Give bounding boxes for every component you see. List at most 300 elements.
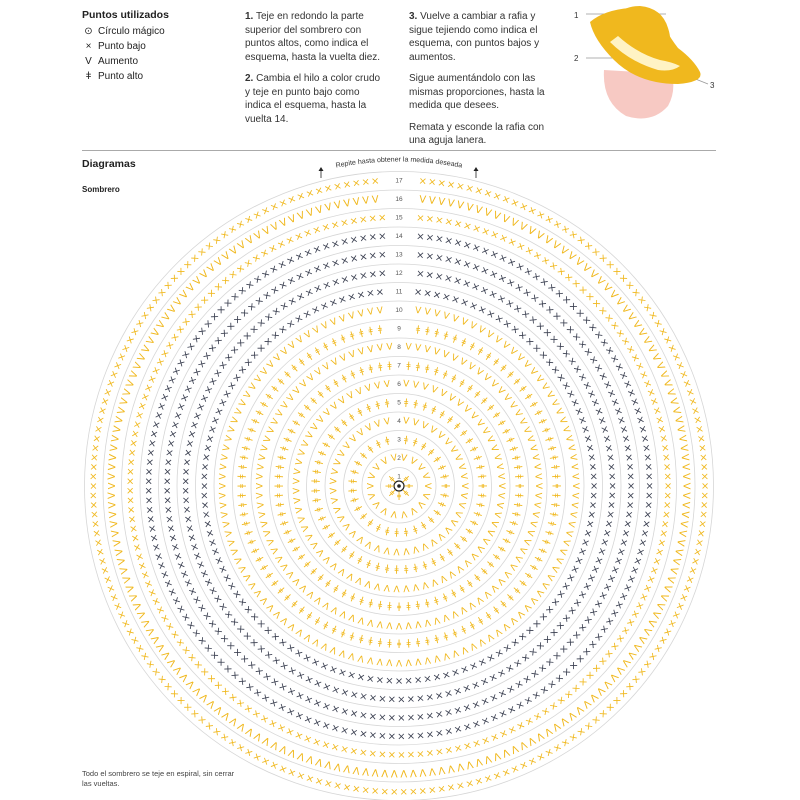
double-crochet-stitch: ǂ <box>321 522 332 532</box>
single-crochet-stitch: × <box>339 704 351 718</box>
single-crochet-icon: × <box>85 41 92 52</box>
increase-stitch: V <box>455 462 467 472</box>
single-crochet-stitch: × <box>195 357 210 371</box>
single-crochet-stitch: × <box>652 546 666 558</box>
increase-stitch: V <box>309 538 322 550</box>
increase-stitch: V <box>376 655 384 667</box>
increase-stitch: V <box>274 408 287 420</box>
single-crochet-stitch: × <box>585 637 600 651</box>
single-crochet-stitch: × <box>558 223 572 237</box>
single-crochet-stitch: × <box>655 325 670 339</box>
single-crochet-stitch: × <box>349 271 360 285</box>
increase-stitch: V <box>364 422 375 435</box>
increase-stitch: V <box>296 210 307 223</box>
increase-stitch: V <box>279 614 291 626</box>
increase-stitch: V <box>257 453 269 462</box>
increase-stitch: V <box>393 545 400 556</box>
single-crochet-stitch: × <box>266 716 280 730</box>
single-crochet-stitch: × <box>370 175 380 188</box>
double-crochet-stitch: ǂ <box>274 464 286 471</box>
increase-stitch: V <box>144 625 158 637</box>
single-crochet-stitch: × <box>676 591 690 604</box>
increase-stitch: V <box>373 380 382 393</box>
increase-stitch: V <box>525 225 537 239</box>
single-crochet-stitch: × <box>365 672 376 685</box>
round-label: 16 <box>395 195 403 203</box>
increase-stitch: V <box>285 568 298 580</box>
increase-stitch: V <box>329 643 339 656</box>
double-crochet-stitch: ǂ <box>365 403 373 414</box>
single-crochet-stitch: × <box>431 670 443 683</box>
magic-circle-dot <box>397 484 401 488</box>
increase-stitch: V <box>107 501 119 509</box>
double-crochet-stitch: ǂ <box>339 333 347 345</box>
single-crochet-stitch: × <box>505 722 519 737</box>
single-crochet-stitch: × <box>295 768 307 782</box>
single-crochet-stitch: × <box>150 419 164 431</box>
increase-stitch: V <box>465 598 477 611</box>
single-crochet-stitch: × <box>231 313 245 327</box>
double-crochet-stitch: ǂ <box>403 435 409 446</box>
increase-stitch: V <box>432 308 441 320</box>
single-crochet-stitch: × <box>198 293 213 308</box>
single-crochet-stitch: × <box>508 761 521 776</box>
single-crochet-stitch: × <box>461 258 473 272</box>
single-crochet-stitch: × <box>224 319 239 334</box>
increase-stitch: V <box>494 385 507 397</box>
increase-stitch: V <box>347 311 357 323</box>
single-crochet-stitch: × <box>442 272 454 286</box>
single-crochet-stitch: × <box>536 609 550 624</box>
increase-stitch: V <box>149 633 163 645</box>
single-crochet-stitch: × <box>339 235 351 249</box>
single-crochet-stitch: × <box>621 443 634 454</box>
single-crochet-stitch: × <box>126 514 139 525</box>
single-crochet-stitch: × <box>351 177 362 190</box>
single-crochet-stitch: × <box>630 405 644 417</box>
increase-stitch: V <box>473 542 486 554</box>
single-crochet-stitch: × <box>639 443 652 454</box>
single-crochet-stitch: × <box>542 745 556 759</box>
double-crochet-stitch: ǂ <box>259 562 270 572</box>
single-crochet-stitch: × <box>558 379 573 393</box>
single-crochet-stitch: × <box>500 317 514 332</box>
single-crochet-stitch: × <box>226 690 241 704</box>
single-crochet-stitch: × <box>303 672 316 686</box>
single-crochet-stitch: × <box>530 249 544 263</box>
increase-stitch: V <box>383 416 392 428</box>
single-crochet-stitch: × <box>285 274 298 288</box>
increase-stitch: V <box>366 482 377 490</box>
single-crochet-stitch: × <box>337 293 349 307</box>
increase-stitch: V <box>450 313 460 326</box>
increase-stitch: V <box>572 256 585 270</box>
increase-stitch: V <box>265 359 278 371</box>
increase-stitch: V <box>542 724 554 738</box>
increase-stitch: V <box>473 755 484 768</box>
single-crochet-stitch: × <box>144 657 158 671</box>
single-crochet-stitch: × <box>220 388 235 401</box>
single-crochet-stitch: × <box>320 221 332 235</box>
increase-stitch: V <box>405 619 412 630</box>
double-crochet-stitch: ǂ <box>465 578 475 589</box>
increase-stitch: V <box>198 268 212 282</box>
increase-stitch: V <box>322 553 334 565</box>
single-crochet-stitch: × <box>252 294 267 309</box>
single-crochet-stitch: × <box>385 674 394 686</box>
increase-stitch: V <box>473 366 485 379</box>
single-crochet-stitch: × <box>415 710 426 723</box>
single-crochet-stitch: × <box>321 679 333 693</box>
double-crochet-stitch: ǂ <box>536 546 548 555</box>
single-crochet-stitch: × <box>537 275 551 290</box>
single-crochet-stitch: × <box>323 182 334 196</box>
increase-stitch: V <box>451 453 464 464</box>
single-crochet-stitch: × <box>620 581 634 594</box>
double-crochet-stitch: ǂ <box>485 559 496 569</box>
single-crochet-stitch: × <box>254 641 269 656</box>
increase-stitch: V <box>419 490 431 501</box>
single-crochet-stitch: × <box>464 182 475 196</box>
single-crochet-stitch: × <box>619 527 632 539</box>
single-crochet-stitch: × <box>248 348 262 363</box>
single-crochet-stitch: × <box>162 382 176 395</box>
single-crochet-stitch: × <box>234 262 248 277</box>
increase-stitch: V <box>483 435 496 446</box>
single-crochet-stitch: × <box>470 222 483 236</box>
single-crochet-stitch: × <box>628 672 643 686</box>
single-crochet-stitch: × <box>129 428 143 440</box>
double-crochet-stitch: ǂ <box>349 496 361 504</box>
single-crochet-stitch: × <box>434 745 445 758</box>
increase-stitch: V <box>414 618 422 629</box>
single-crochet-stitch: × <box>575 620 590 634</box>
double-crochet-stitch: ǂ <box>377 636 383 648</box>
single-crochet-stitch: × <box>588 563 602 576</box>
single-crochet-stitch: × <box>339 742 350 755</box>
single-crochet-stitch: × <box>554 265 568 280</box>
single-crochet-stitch: × <box>320 718 332 732</box>
increase-stitch: V <box>532 473 543 480</box>
single-crochet-stitch: × <box>461 719 473 733</box>
double-crochet-stitch: ǂ <box>421 559 429 571</box>
double-crochet-stitch: ǂ <box>332 424 343 435</box>
single-crochet-stitch: × <box>329 740 341 753</box>
single-crochet-stitch: × <box>99 564 113 576</box>
increase-stitch: V <box>479 426 491 437</box>
single-crochet-stitch: × <box>525 753 539 768</box>
single-crochet-stitch: × <box>251 685 265 700</box>
single-crochet-stitch: × <box>225 579 240 593</box>
single-crochet-stitch: × <box>564 355 579 369</box>
single-crochet-stitch: × <box>415 212 426 225</box>
double-crochet-stitch: ǂ <box>431 507 443 517</box>
single-crochet-stitch: × <box>242 213 256 227</box>
single-crochet-stitch: × <box>262 647 276 662</box>
single-crochet-stitch: × <box>269 629 283 644</box>
increase-stitch: V <box>549 239 562 253</box>
double-crochet-stitch: ǂ <box>297 357 307 368</box>
single-crochet-stitch: × <box>181 457 194 468</box>
single-crochet-stitch: × <box>461 239 473 253</box>
double-crochet-stitch: ǂ <box>513 474 525 480</box>
increase-stitch: V <box>467 410 480 423</box>
single-crochet-stitch: × <box>601 646 616 661</box>
increase-stitch: V <box>128 369 141 381</box>
single-crochet-stitch: × <box>348 725 360 738</box>
double-crochet-stitch: ǂ <box>264 392 275 402</box>
increase-stitch: V <box>500 745 511 759</box>
double-crochet-stitch: ǂ <box>387 487 398 498</box>
increase-stitch: V <box>383 544 392 556</box>
increase-stitch: V <box>423 654 432 665</box>
single-crochet-stitch: × <box>152 550 166 562</box>
increase-stitch: V <box>221 519 233 528</box>
single-crochet-stitch: × <box>622 509 635 520</box>
single-crochet-stitch: × <box>445 179 457 192</box>
single-crochet-stitch: × <box>620 378 634 391</box>
single-crochet-stitch: × <box>482 187 494 201</box>
double-crochet-stitch: ǂ <box>273 492 285 498</box>
single-crochet-stitch: × <box>339 723 351 737</box>
single-crochet-stitch: × <box>260 288 274 303</box>
single-crochet-stitch: × <box>658 519 671 529</box>
single-crochet-stitch: × <box>224 638 239 653</box>
single-crochet-stitch: × <box>660 500 673 510</box>
single-crochet-stitch: × <box>697 509 709 520</box>
single-crochet-stitch: × <box>606 481 618 491</box>
single-crochet-stitch: × <box>302 731 314 745</box>
double-crochet-stitch: ǂ <box>246 426 258 434</box>
double-crochet-stitch: ǂ <box>425 447 436 458</box>
single-crochet-stitch: × <box>628 286 643 300</box>
single-crochet-stitch: × <box>669 608 683 621</box>
double-crochet-stitch: ǂ <box>442 630 450 642</box>
increase-stitch: V <box>649 608 663 620</box>
double-crochet-stitch: ǂ <box>240 445 252 452</box>
single-crochet-stitch: × <box>588 396 602 409</box>
single-crochet-stitch: × <box>170 594 184 607</box>
single-crochet-stitch: × <box>348 215 360 228</box>
single-crochet-stitch: × <box>587 472 599 481</box>
double-crochet-stitch: ǂ <box>498 363 509 374</box>
single-crochet-stitch: × <box>150 541 164 553</box>
single-crochet-stitch: × <box>688 555 702 567</box>
double-crochet-stitch: ǂ <box>264 570 275 580</box>
increase-stitch: V <box>569 473 580 480</box>
increase-stitch: V <box>198 690 212 704</box>
single-crochet-stitch: × <box>162 495 174 505</box>
increase-stitch: V <box>160 648 174 661</box>
single-crochet-stitch: × <box>278 658 292 673</box>
increase-stitch: V <box>434 529 446 542</box>
double-crochet-stitch: ǂ <box>523 570 534 580</box>
round-label: 10 <box>395 306 403 314</box>
single-crochet-stitch: × <box>88 472 100 481</box>
increase-stitch: V <box>624 648 638 661</box>
single-crochet-stitch: × <box>270 653 284 667</box>
single-crochet-stitch: × <box>636 590 651 603</box>
single-crochet-stitch: × <box>612 327 627 341</box>
single-crochet-stitch: × <box>88 500 101 510</box>
double-crochet-stitch: ǂ <box>355 406 365 418</box>
single-crochet-stitch: × <box>484 650 497 665</box>
increase-stitch: V <box>520 601 533 613</box>
single-crochet-stitch: × <box>496 252 509 266</box>
increase-stitch: V <box>229 546 242 556</box>
single-crochet-stitch: × <box>538 703 552 718</box>
single-crochet-stitch: × <box>126 447 139 458</box>
single-crochet-stitch: × <box>624 387 638 400</box>
single-crochet-stitch: × <box>614 414 628 427</box>
single-crochet-stitch: × <box>604 572 618 585</box>
increase-stitch: V <box>482 752 493 766</box>
single-crochet-stitch: × <box>285 684 298 698</box>
increase-stitch: V <box>660 378 674 390</box>
single-crochet-stitch: × <box>181 504 194 515</box>
increase-stitch: V <box>144 335 158 347</box>
increase-stitch: V <box>265 601 278 613</box>
single-crochet-stitch: × <box>198 567 212 580</box>
double-crochet-stitch: ǂ <box>498 598 509 609</box>
single-crochet-stitch: × <box>168 627 183 641</box>
single-crochet-stitch: × <box>597 424 611 436</box>
single-crochet-stitch: × <box>261 623 276 637</box>
single-crochet-stitch: × <box>527 666 542 681</box>
single-crochet-stitch: × <box>190 626 204 640</box>
callout-label-2: 2 <box>574 54 579 63</box>
single-crochet-stitch: × <box>563 634 577 649</box>
single-crochet-stitch: × <box>276 258 289 272</box>
single-crochet-stitch: × <box>361 176 371 189</box>
single-crochet-stitch: × <box>627 564 641 576</box>
single-crochet-stitch: × <box>144 457 157 467</box>
single-crochet-stitch: × <box>479 733 492 747</box>
increase-stitch: V <box>432 652 441 664</box>
increase-stitch: V <box>600 677 614 690</box>
increase-stitch: V <box>291 385 304 397</box>
single-crochet-stitch: × <box>202 442 215 454</box>
double-crochet-stitch: ǂ <box>474 501 486 509</box>
single-crochet-stitch: × <box>500 193 512 207</box>
single-crochet-stitch: × <box>195 712 210 727</box>
single-crochet-stitch: × <box>595 304 610 318</box>
single-crochet-stitch: × <box>478 264 491 278</box>
increase-stitch: V <box>337 564 349 577</box>
single-crochet-stitch: × <box>640 657 654 671</box>
single-crochet-stitch: × <box>188 419 202 431</box>
increase-stitch: V <box>635 633 649 645</box>
single-crochet-stitch: × <box>195 245 210 260</box>
single-crochet-stitch: × <box>605 500 617 510</box>
single-crochet-stitch: × <box>569 330 584 345</box>
single-crochet-stitch: × <box>607 639 622 653</box>
single-crochet-stitch: × <box>566 228 580 243</box>
increase-stitch: V <box>166 656 180 669</box>
increase-stitch: V <box>357 308 366 320</box>
single-crochet-stitch: × <box>443 253 454 267</box>
increase-stitch: V <box>432 613 441 626</box>
double-crochet-stitch: ǂ <box>302 559 313 569</box>
single-crochet-stitch: × <box>582 667 597 682</box>
increase-stitch: V <box>269 417 282 428</box>
increase-stitch: V <box>262 434 275 445</box>
step-text: Teje en redondo la parte superior del sombrero con puntos altos, como indica el esquema, hasta la vuelta diez. <box>245 11 381 63</box>
increase-stitch: V <box>172 296 186 309</box>
double-crochet-stitch: ǂ <box>308 566 319 577</box>
increase-stitch: V <box>567 453 578 462</box>
increase-stitch: V <box>236 719 249 733</box>
increase-stitch: V <box>376 305 384 317</box>
increase-stitch: V <box>135 352 149 364</box>
single-crochet-stitch: × <box>228 614 242 629</box>
single-crochet-stitch: × <box>643 386 658 399</box>
increase-stitch: V <box>371 498 384 510</box>
single-crochet-stitch: × <box>220 571 235 584</box>
single-crochet-stitch: × <box>661 472 673 481</box>
single-crochet-stitch: × <box>605 472 618 481</box>
double-crochet-stitch: ǂ <box>510 510 522 518</box>
single-crochet-stitch: × <box>89 452 101 463</box>
single-crochet-stitch: × <box>397 711 406 723</box>
single-crochet-stitch: × <box>638 528 651 539</box>
increase-stitch: V <box>352 196 361 209</box>
single-crochet-stitch: × <box>443 216 454 229</box>
single-crochet-stitch: × <box>602 258 617 273</box>
single-crochet-stitch: × <box>170 365 184 378</box>
double-crochet-stitch: ǂ <box>358 511 370 521</box>
increase-stitch: V <box>543 390 556 401</box>
increase-stitch: V <box>300 522 313 533</box>
single-crochet-stitch: × <box>552 670 566 685</box>
double-crochet-stitch: ǂ <box>340 587 349 599</box>
increase-stitch: V <box>411 380 420 392</box>
single-crochet-stitch: × <box>355 289 367 302</box>
increase-stitch: V <box>341 520 354 532</box>
increase-stitch: V <box>635 327 649 339</box>
single-crochet-stitch: × <box>277 761 290 776</box>
increase-stitch: V <box>679 472 692 481</box>
single-crochet-stitch: × <box>133 409 147 421</box>
increase-stitch: V <box>386 342 393 353</box>
increase-stitch: V <box>414 305 422 317</box>
single-crochet-stitch: × <box>175 401 189 413</box>
single-crochet-stitch: × <box>656 528 670 539</box>
increase-stitch: V <box>491 210 502 223</box>
single-crochet-stitch: × <box>206 424 220 436</box>
single-crochet-stitch: × <box>434 233 445 246</box>
single-crochet-stitch: × <box>330 682 342 696</box>
single-crochet-stitch: × <box>449 293 461 307</box>
increase-stitch: V <box>338 607 349 620</box>
single-crochet-stitch: × <box>522 623 537 637</box>
diagram-subtitle: Sombrero <box>82 185 120 194</box>
increase-stitch: V <box>298 378 310 391</box>
increase-stitch: V <box>178 289 192 302</box>
increase-stitch: V <box>565 519 577 528</box>
double-crochet-stitch: ǂ <box>384 435 391 447</box>
double-crochet-stitch: ǂ <box>323 383 333 394</box>
single-crochet-stitch: × <box>597 536 611 548</box>
single-crochet-stitch: × <box>358 745 369 758</box>
double-crochet-stitch: ǂ <box>517 384 528 394</box>
single-crochet-stitch: × <box>309 303 323 318</box>
increase-stitch: V <box>529 510 541 519</box>
single-crochet-stitch: × <box>155 286 170 300</box>
single-crochet-stitch: × <box>616 369 630 382</box>
single-crochet-stitch: × <box>375 673 385 686</box>
single-crochet-stitch: × <box>496 706 509 720</box>
